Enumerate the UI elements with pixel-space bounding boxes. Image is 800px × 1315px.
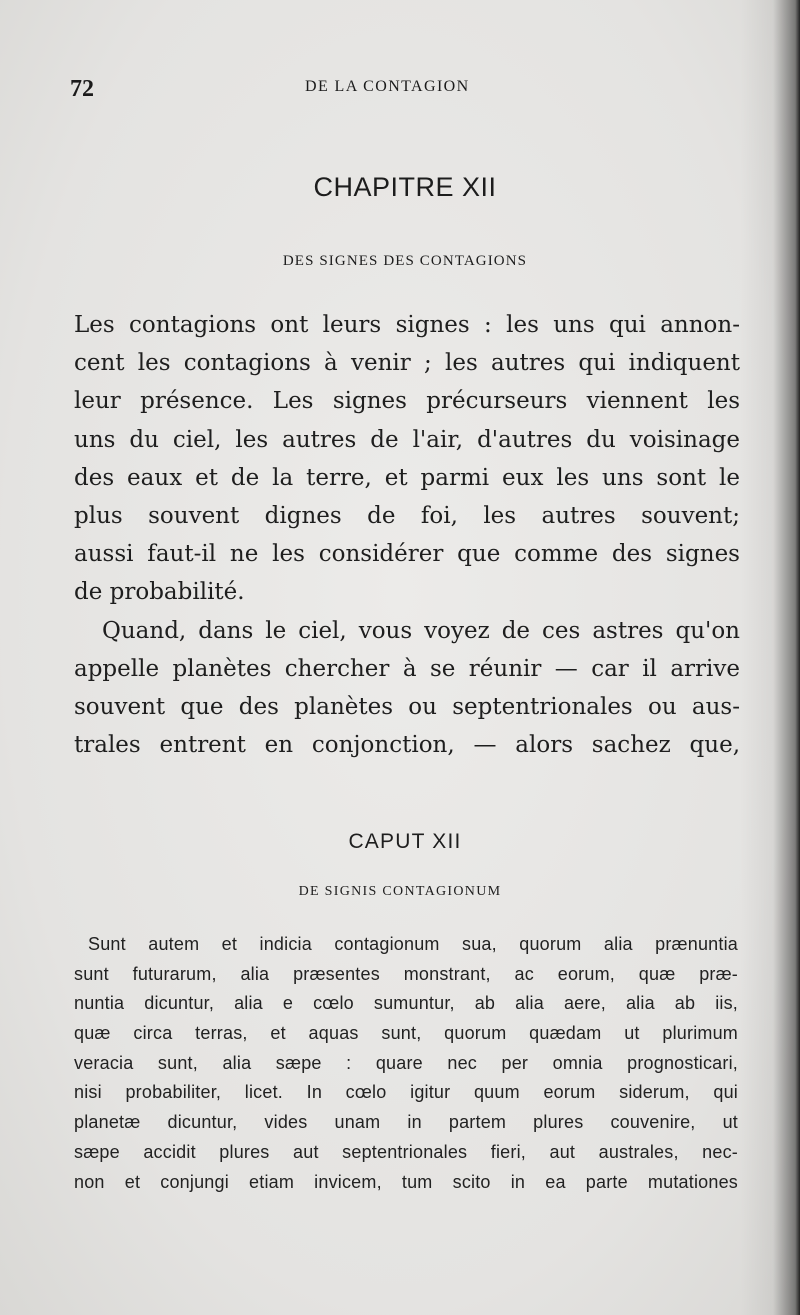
- latin-line: planetæ dicuntur, vides unam in partem plures couvenire, ut: [74, 1112, 738, 1133]
- french-line: plus souvent dignes de foi, les autres souvent;: [74, 502, 740, 529]
- french-line: de probabilité.: [74, 579, 245, 606]
- running-title: DE LA CONTAGION: [305, 78, 470, 95]
- french-line: uns du ciel, les autres de l'air, d'autres du voisinage: [74, 426, 740, 453]
- french-line: des eaux et de la terre, et parmi eux les uns sont le: [74, 464, 740, 491]
- page-number: 72: [70, 76, 94, 102]
- latin-subtitle: DE SIGNIS CONTAGIONUM: [298, 884, 502, 899]
- latin-text-block: [74, 930, 738, 1197]
- latin-line: Sunt autem et indicia contagionum sua, quorum alia prænuntia: [88, 934, 738, 954]
- french-line: cent les contagions à venir ; les autres qui indiquent: [74, 350, 740, 377]
- chapter-subtitle: DES SIGNES DES CONTAGIONS: [282, 253, 528, 269]
- latin-line: sæpe accidit plures aut septentrionales fieri, aut australes, nec-: [74, 1141, 738, 1162]
- french-line: trales entrent en conjonction, — alors sachez que,: [74, 732, 740, 759]
- running-head: [0, 76, 800, 102]
- french-line: souvent que des planètes ou septentrionales ou aus-: [74, 693, 740, 720]
- latin-line: veracia sunt, alia sæpe : quare nec per omnia prognosticari,: [74, 1052, 738, 1073]
- french-line: Quand, dans le ciel, vous voyez de ces astres qu'on: [102, 617, 740, 644]
- french-line: leur présence. Les signes précurseurs viennent les: [74, 388, 740, 415]
- latin-line: sunt futurarum, alia præsentes monstrant, ac eorum, quæ præ-: [74, 963, 738, 984]
- french-line: Les contagions ont leurs signes : les uns qui annon-: [74, 312, 740, 338]
- chapter-title: CHAPITRE XII: [313, 172, 497, 202]
- latin-title: CAPUT XII: [348, 830, 462, 853]
- latin-line: nuntia dicuntur, alia e cœlo sumuntur, ab alia aere, alia ab iis,: [74, 993, 738, 1014]
- latin-line: quæ circa terras, et aquas sunt, quorum quædam ut plurimum: [74, 1023, 738, 1044]
- french-line: aussi faut-il ne les considérer que comme des signes: [74, 541, 740, 568]
- french-text-block: [74, 306, 740, 764]
- french-line: appelle planètes chercher à se réunir — car il arrive: [74, 655, 740, 682]
- latin-line: nisi probabiliter, licet. In cœlo igitur quum eorum siderum, qui: [74, 1082, 738, 1103]
- latin-line: non et conjungi etiam invicem, tum scito in ea parte mutationes: [74, 1171, 738, 1192]
